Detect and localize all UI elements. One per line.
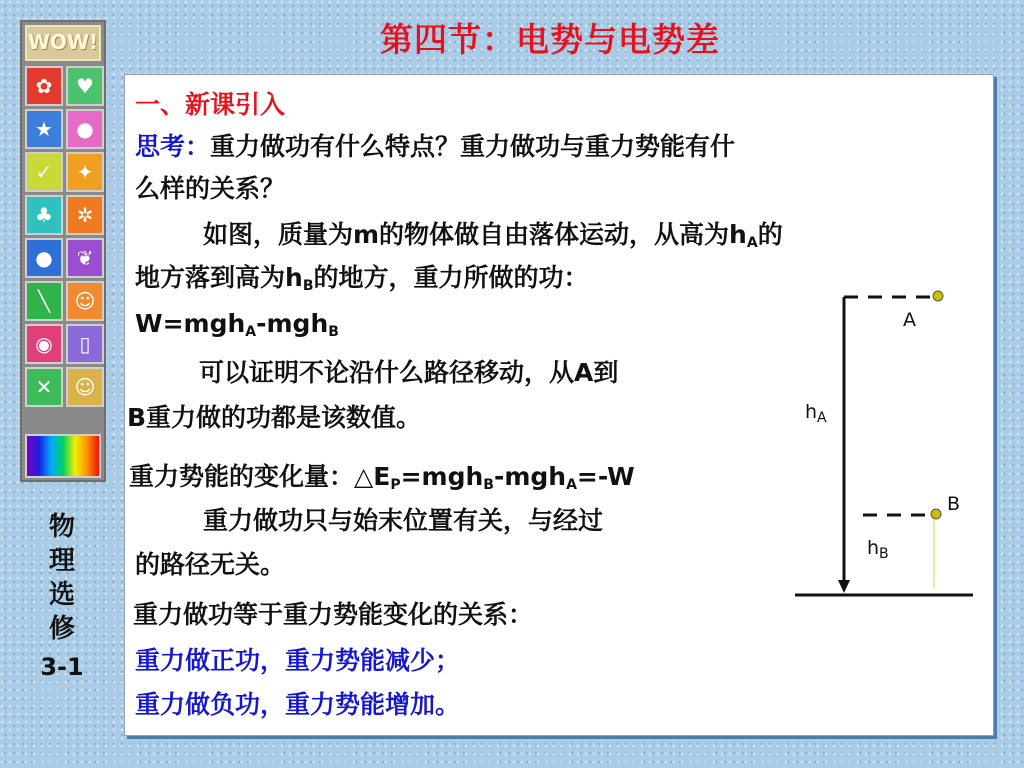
paragraph-path: 可以证明不论沿什么路径移动，从A到 [199, 358, 619, 387]
paragraph-path-cont: B重力做的功都是该数值。 [127, 403, 422, 432]
flower-icon: ✿ [25, 66, 63, 106]
text-run: -mgh [493, 462, 567, 491]
course-code: 3-1 [40, 653, 84, 681]
content-panel [124, 74, 994, 736]
subscript: B [483, 477, 494, 493]
text-run: =mgh [400, 462, 484, 491]
circle-icon: ● [66, 109, 104, 149]
course-char: 物 [48, 512, 75, 542]
section-heading: 一、新课引入 [135, 90, 286, 119]
smile-icon: ☺ [66, 367, 104, 407]
course-label [32, 510, 92, 684]
point-a [933, 291, 943, 301]
rainbow-swatch [25, 434, 101, 478]
relation-heading: 重力做功等于重力势能变化的关系： [133, 600, 534, 629]
balloon-icon: ♣ [25, 195, 63, 235]
text-run: W=mgh [135, 309, 246, 338]
label-b: B [947, 493, 961, 515]
text-run: 的地方，重力所做的功： [313, 263, 589, 292]
course-char: 理 [48, 546, 75, 576]
arrow-head [838, 580, 850, 593]
leaf-icon: ❦ [66, 238, 104, 278]
text-run: 地方落到高为h [135, 263, 303, 292]
text-run: h [867, 537, 880, 559]
heart-icon: ♥ [66, 66, 104, 106]
check-icon: ✓ [25, 152, 63, 192]
label-ha [805, 401, 827, 426]
course-char: 选 [48, 580, 75, 610]
subscript: B [879, 546, 889, 562]
paragraph-independence-cont: 的路径无关。 [135, 550, 286, 579]
subscript: A [566, 477, 577, 493]
star-icon: ★ [25, 109, 63, 149]
point-b [931, 509, 941, 519]
subscript: B [302, 278, 314, 294]
think-label: 思考： [135, 132, 211, 161]
apple-icon: ● [25, 238, 63, 278]
positive-work-rule: 重力做正功，重力势能减少； [135, 646, 461, 675]
cat-icon: ☺ [66, 281, 104, 321]
pencil-icon: ╲ [25, 281, 63, 321]
subscript: A [245, 324, 257, 340]
label-hb [867, 537, 889, 562]
text-run: h [805, 401, 818, 423]
sidebar-icon-strip [20, 20, 106, 482]
text-run: =-W [576, 462, 635, 491]
freefall-diagram [125, 75, 993, 735]
text-run: -mgh [256, 309, 329, 338]
paragraph-independence: 重力做功只与始末位置有关，与经过 [203, 506, 604, 535]
course-char: 修 [48, 614, 75, 644]
subscript: A [746, 235, 758, 251]
subscript: B [328, 324, 339, 340]
label-a: A [903, 309, 916, 331]
text-run: 如图，质量为m的物体做自由落体运动，从高为h [203, 220, 747, 249]
negative-work-rule: 重力做负功，重力势能增加。 [135, 690, 461, 719]
slide-title: 第四节：电势与电势差 [380, 20, 720, 59]
icon-grid [25, 66, 105, 407]
text-run: 的 [757, 220, 783, 249]
cup-icon: ▯ [66, 324, 104, 364]
subscript: P [390, 477, 401, 493]
text-run: 重力势能的变化量：△E [129, 462, 391, 491]
subscript: A [817, 410, 827, 426]
lips-icon: ◉ [25, 324, 63, 364]
fish-icon: ✦ [66, 152, 104, 192]
butterfly-icon: ✲ [66, 195, 104, 235]
cross-icon: ✕ [25, 367, 63, 407]
think-question-cont: 么样的关系？ [135, 174, 286, 203]
think-text: 重力做功有什么特点？重力做功与重力势能有什 [210, 132, 736, 161]
wow-logo: WOW! [25, 25, 101, 61]
